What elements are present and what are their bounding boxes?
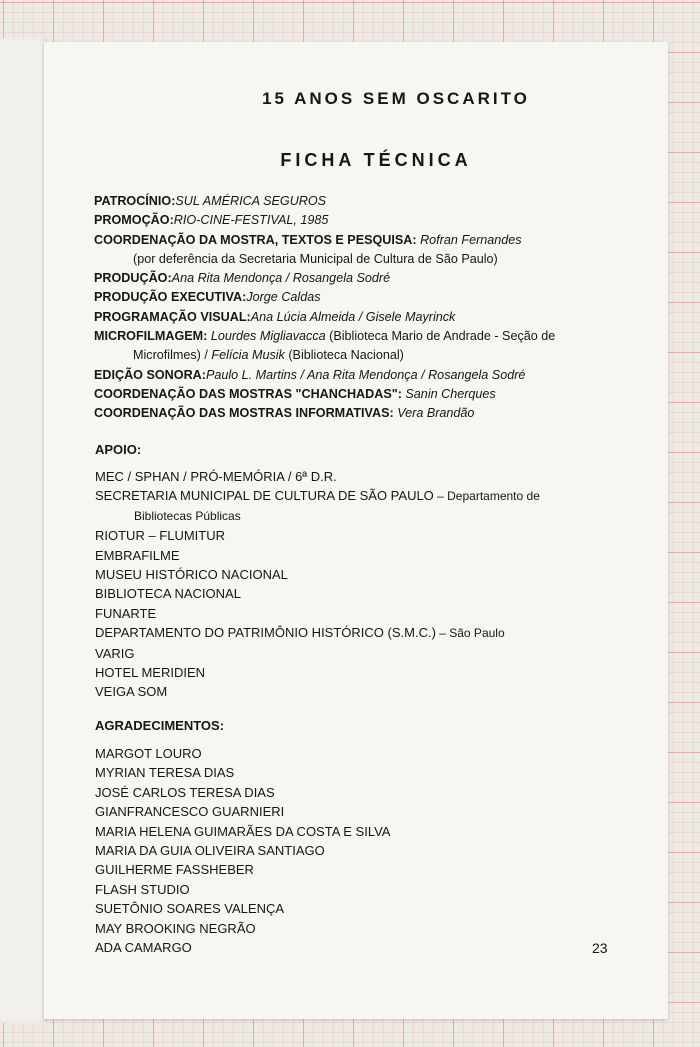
list-item: MARIA DA GUIA OLIVEIRA SANTIAGO: [95, 843, 325, 859]
credit-promocao: [94, 211, 654, 230]
credit-value: Lourdes Migliavacca: [210, 329, 326, 344]
list-item: MAY BROOKING NEGRÃO: [95, 920, 256, 936]
credit-label: COORDENAÇÃO DAS MOSTRAS "CHANCHADAS":: [94, 386, 402, 401]
credit-label: COORDENAÇÃO DAS MOSTRAS INFORMATIVAS:: [94, 406, 394, 421]
list-item: MARIA HELENA GUIMARÃES DA COSTA E SILVA: [95, 823, 391, 839]
item-main: SECRETARIA MUNICIPAL DE CULTURA DE SÃO PAULO: [95, 488, 434, 504]
credit-label: PRODUÇÃO EXECUTIVA:: [94, 290, 247, 305]
credit-note: Microfilmes) /: [133, 348, 208, 363]
list-item: GIANFRANCESCO GUARNIERI: [95, 804, 285, 820]
list-item: [95, 623, 655, 643]
credit-programacao-visual: [94, 308, 654, 327]
credit-patrocinio: [94, 192, 654, 211]
list-item: SUETÔNIO SOARES VALENÇA: [95, 901, 285, 917]
list-item: JOSÉ CARLOS TERESA DIAS: [95, 784, 275, 800]
booklet-page: [44, 42, 668, 1019]
credit-value: RIO-CINE-FESTIVAL, 1985: [173, 213, 329, 228]
agradecimentos-list: [95, 744, 655, 957]
credit-value: Ana Lúcia Almeida / Gisele Mayrinck: [250, 309, 456, 324]
list-item: FLASH STUDIO: [95, 881, 190, 897]
list-item-cont: Bibliotecas Públicas: [134, 508, 241, 523]
credit-chanchadas: [94, 385, 654, 404]
list-item: MYRIAN TERESA DIAS: [95, 765, 235, 781]
list-item: [95, 486, 655, 506]
list-item: ADA CAMARGO: [95, 940, 192, 956]
list-item: MUSEU HISTÓRICO NACIONAL: [95, 567, 288, 583]
credit-edicao-sonora: [94, 366, 654, 385]
agradecimentos-heading: AGRADECIMENTOS:: [95, 718, 225, 733]
credit-microfilmagem-cont: [94, 346, 654, 365]
list-item: HOTEL MERIDIEN: [95, 665, 206, 681]
credit-coordenacao: [94, 231, 654, 250]
credit-informativas: [94, 404, 654, 423]
section-title-ficha-tecnica: FICHA TÉCNICA: [280, 150, 472, 170]
credit-value: Felícia Musik: [211, 348, 285, 363]
page-title: 15 ANOS SEM OSCARITO: [262, 89, 530, 108]
credit-note: (por deferência da Secretaria Municipal de Cultura de São Paulo): [133, 251, 498, 266]
credit-label: EDIÇÃO SONORA:: [94, 367, 206, 382]
credit-note: (Biblioteca Mario de Andrade - Seção de: [329, 329, 556, 344]
credit-value: SUL AMÉRICA SEGUROS: [175, 194, 327, 208]
credit-label: COORDENAÇÃO DA MOSTRA, TEXTOS E PESQUISA:: [94, 232, 417, 247]
credit-value: Paulo L. Martins / Ana Rita Mendonça / Rosangela Sodré: [205, 367, 526, 382]
item-sub: – Departamento de: [433, 489, 540, 504]
credit-label: MICROFILMAGEM:: [94, 329, 208, 344]
credit-producao: [94, 269, 654, 288]
credit-value: Jorge Caldas: [246, 290, 321, 305]
page-number: 23: [592, 940, 608, 956]
credit-label: PATROCÍNIO:: [94, 194, 176, 208]
list-item: VEIGA SOM: [95, 684, 168, 700]
list-item: RIOTUR – FLUMITUR: [95, 528, 225, 544]
credit-label: PROGRAMAÇÃO VISUAL:: [94, 309, 251, 324]
credits-block: [94, 192, 654, 424]
credit-producao-executiva: [94, 288, 654, 307]
list-item: FUNARTE: [95, 605, 157, 621]
facing-page-edge: [0, 38, 47, 1023]
list-item: MEC / SPHAN / PRÓ-MEMÓRIA / 6ª D.R.: [95, 469, 337, 484]
list-item: EMBRAFILME: [95, 547, 180, 563]
credit-microfilmagem: [94, 327, 654, 346]
credit-note: (Biblioteca Nacional): [288, 348, 404, 363]
item-sub: – São Paulo: [435, 626, 505, 641]
credit-value: Vera Brandão: [397, 406, 475, 421]
list-item: BIBLIOTECA NACIONAL: [95, 586, 241, 602]
credit-label: PROMOÇÃO:: [94, 213, 174, 228]
list-item: MARGOT LOURO: [95, 746, 202, 761]
credit-value: Ana Rita Mendonça / Rosangela Sodré: [171, 271, 391, 286]
apoio-list: [95, 467, 655, 702]
item-main: DEPARTAMENTO DO PATRIMÔNIO HISTÓRICO (S.M.C.): [95, 625, 436, 641]
apoio-heading: APOIO:: [95, 442, 142, 457]
credit-label: PRODUÇÃO:: [94, 271, 172, 286]
credit-value: Sanin Cherques: [405, 386, 496, 401]
list-item: GUILHERME FASSHEBER: [95, 862, 254, 878]
credit-value: Rofran Fernandes: [420, 232, 522, 247]
list-item: VARIG: [95, 645, 135, 661]
